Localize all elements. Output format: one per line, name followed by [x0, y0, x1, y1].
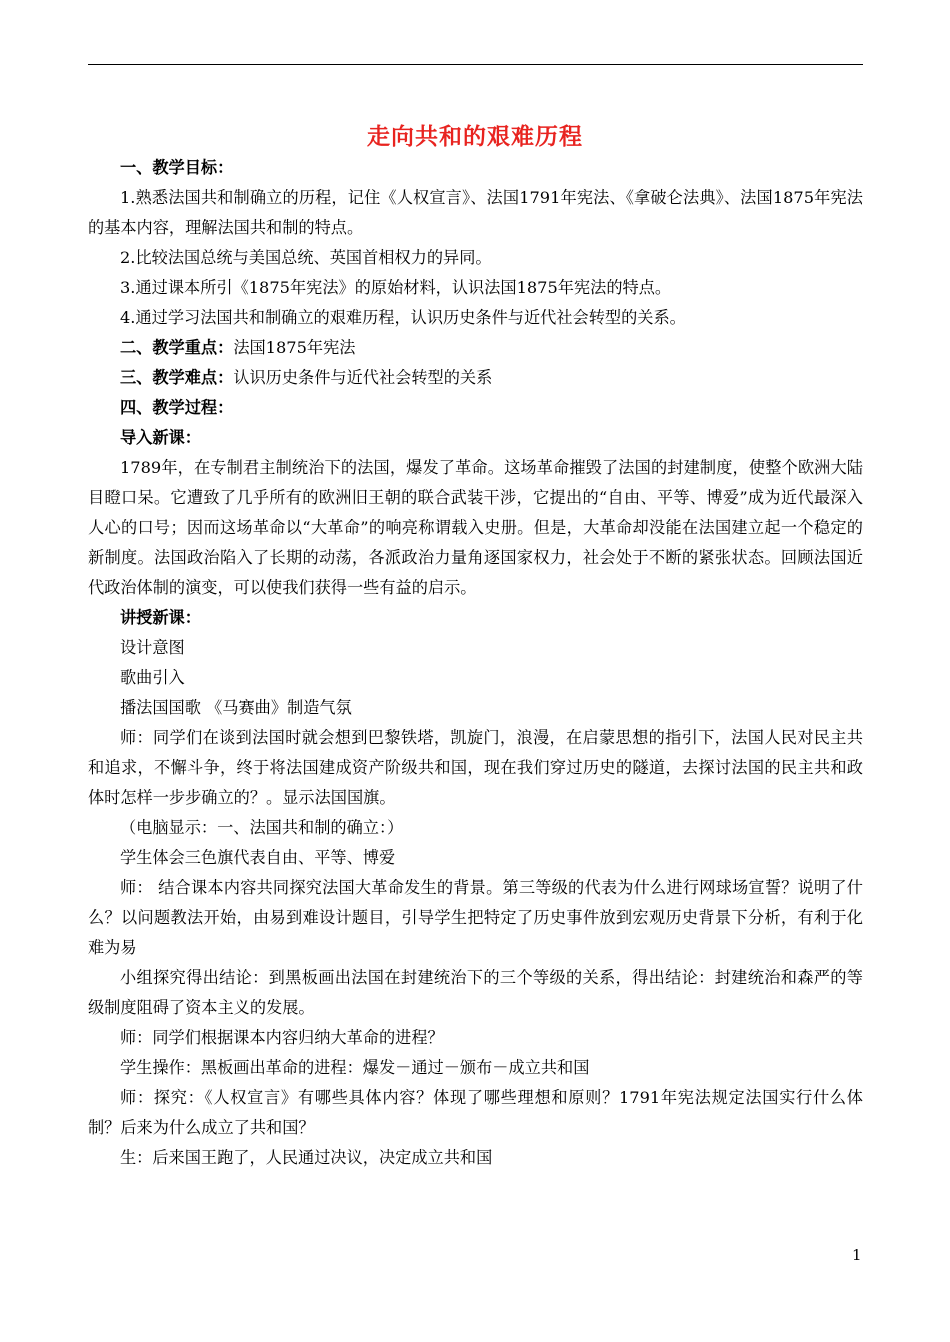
key-point-label: 二、教学重点： [120, 338, 234, 357]
key-point-text: 法国1875年宪法 [233, 338, 356, 357]
goal-3: 3.通过课本所引《1875年宪法》的原始材料，认识法国1875年宪法的特点。 [120, 278, 672, 297]
student-operation-line: 学生操作：黑板画出革命的进程：爆发－通过－颁布－成立共和国 [120, 1058, 590, 1077]
difficulty-line [88, 363, 863, 393]
student-flag-line: 学生体会三色旗代表自由、平等、博爱 [120, 848, 396, 867]
computer-show-line: （电脑显示：一、法国共和制的确立：） [120, 818, 404, 837]
difficulty-label: 三、教学难点： [120, 368, 234, 387]
teach-heading: 讲授新课： [120, 608, 201, 627]
intro-heading: 导入新课： [120, 428, 201, 447]
difficulty-text: 认识历史条件与近代社会转型的关系 [233, 368, 493, 387]
song-intro-line: 歌曲引入 [120, 668, 185, 687]
design-intent-line: 设计意图 [120, 638, 185, 657]
header-rule [88, 64, 863, 65]
goal-1: 1.熟悉法国共和制确立的历程，记住《人权宣言》、法国1791年宪法、《拿破仑法典》、法国1875年宪法的基本内容，理解法国共和制的特点。 [88, 188, 863, 237]
goal-4: 4.通过学习法国共和制确立的艰难历程，认识历史条件与近代社会转型的关系。 [120, 308, 686, 327]
goal-2: 2.比较法国总统与美国总统、英国首相权力的异同。 [120, 248, 492, 267]
goals-heading: 一、教学目标： [120, 158, 234, 177]
teacher-paragraph-4: 师：探究：《人权宣言》有哪些具体内容？体现了哪些理想和原则？1791年宪法规定法国实行什么体制？后来为什么成立了共和国？ [88, 1088, 863, 1137]
intro-paragraph: 1789年，在专制君主制统治下的法国，爆发了革命。这场革命摧毁了法国的封建制度，使整个欧洲大陆目瞪口呆。它遭致了几乎所有的欧洲旧王朝的联合武装干涉，它提出的“自由、平等、博爱”成为近代最深入人心的口号；因而这场革命以“大革命”的响亮称谓载入史册。但是，大革命却没能在法国建立起一个稳定的新制度。法国政治陷入了长期的动荡，各派政治力量角逐国家权力，社会处于不断的紧张状态。回顾法国近代政治体制的演变，可以使我们获得一些有益的启示。 [88, 458, 863, 597]
key-point-line [88, 333, 863, 363]
document-title: 走向共和的艰难历程 [367, 124, 583, 150]
group-conclusion-paragraph: 小组探究得出结论：到黑板画出法国在封建统治下的三个等级的关系，得出结论：封建统治和森严的等级制度阻碍了资本主义的发展。 [88, 968, 863, 1017]
page-number: 1 [852, 1246, 862, 1264]
process-heading: 四、教学过程： [120, 398, 234, 417]
anthem-line: 播法国国歌 《马赛曲》制造气氛 [120, 698, 352, 717]
document-body [88, 153, 863, 1173]
teacher-paragraph-3: 师：同学们根据课本内容归纳大革命的进程？ [120, 1028, 444, 1047]
student-answer-line: 生：后来国王跑了，人民通过决议，决定成立共和国 [120, 1148, 493, 1167]
teacher-paragraph-2: 师： 结合课本内容共同探究法国大革命发生的背景。第三等级的代表为什么进行网球场宣誓？说明了什么？以问题教法开始，由易到难设计题目，引导学生把特定了历史事件放到宏观历史背景下分析，有利于化难为易 [88, 878, 863, 957]
teacher-paragraph-1: 师：同学们在谈到法国时就会想到巴黎铁塔，凯旋门，浪漫，在启蒙思想的指引下，法国人民对民主共和追求，不懈斗争，终于将法国建成资产阶级共和国，现在我们穿过历史的隧道，去探讨法国的民主共和政体时怎样一步步确立的？。显示法国国旗。 [88, 728, 863, 807]
